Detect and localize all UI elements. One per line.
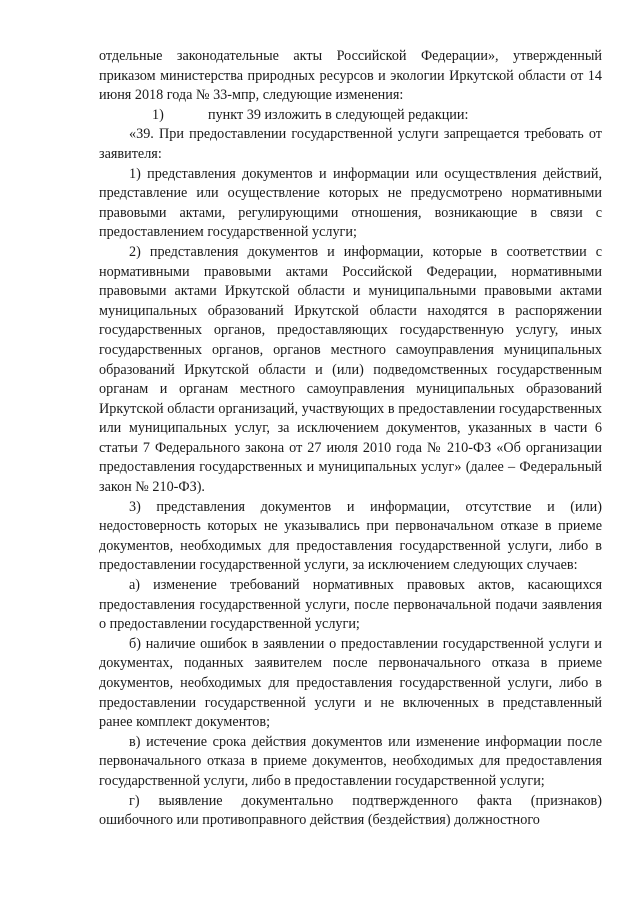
list-item-number: 1) — [152, 106, 164, 123]
paragraph-clause-39: «39. При предоставлении государственной услуги запрещается требовать от заявителя: — [99, 126, 602, 162]
list-item-text: пункт 39 изложить в следующей редакции: — [208, 106, 469, 123]
paragraph-intro: отдельные законодательные акты Российской Федерации», утвержденный приказом министерства природных ресурсов и экологии Иркутской области от 14 июня 2018 года № 33-мпр, следующие изменения: — [99, 48, 602, 104]
paragraph-subitem-v: в) истечение срока действия документов или изменение информации после первоначального отказа в приеме документов, необходимых для предоставления государственной услуги, либо в предоставлении государственной услуги; — [99, 733, 602, 789]
paragraph-item-1: 1) представления документов и информации или осуществления действий, представление или осуществление которых не предусмотрено нормативными правовыми актами, регулирующими отношения, возникающие в связи с предоставлением государственной услуги; — [99, 165, 602, 241]
paragraph-subitem-g: г) выявление документально подтвержденного факта (признаков) ошибочного или противоправного действия (бездействия) должностного — [99, 792, 602, 829]
list-item-amendment — [99, 106, 602, 126]
paragraph-item-3: 3) представления документов и информации, отсутствие и (или) недостоверность которых не указывались при первоначальном отказе в приеме документов, необходимых для предоставления государственной услуги, либо в предоставлении государственной услуги, за исключением следующих случаев: — [99, 498, 602, 574]
paragraph-subitem-a: а) изменение требований нормативных правовых актов, касающихся предоставления государственной услуги, после первоначальной подачи заявления о предоставлении государственной услуги; — [99, 577, 602, 633]
paragraph-item-2: 2) представления документов и информации, которые в соответствии с нормативными правовыми актами Российской Федерации, нормативными правовыми актами Иркутской области и муниципальными правовыми актами муниципальных образований Иркутской области находятся в распоряжении государственных органов, предоставляющих государственную услугу, иных государственных органов, органов местного самоуправления муниципальных образований Иркутской области и (или) подведомственных государственным органам и органам местного самоуправления муниципальных образований Иркутской области организаций, участвующих в предоставлении государственных или муниципальных услуг, за исключением документов, указанных в части 6 статьи 7 Федерального закона от 27 июля 2010 года № 210-ФЗ «Об организации предоставления государственных и муниципальных услуг» (далее – Федеральный закон № 210-ФЗ). — [99, 243, 602, 496]
document-body — [99, 47, 602, 831]
paragraph-subitem-b: б) наличие ошибок в заявлении о предоставлении государственной услуги и документах, поданных заявителем после первоначального отказа в приеме документов, необходимых для предоставления государственной услуги, либо в предоставлении государственной услуги и не включенных в представленный ранее комплект документов; — [99, 635, 602, 731]
